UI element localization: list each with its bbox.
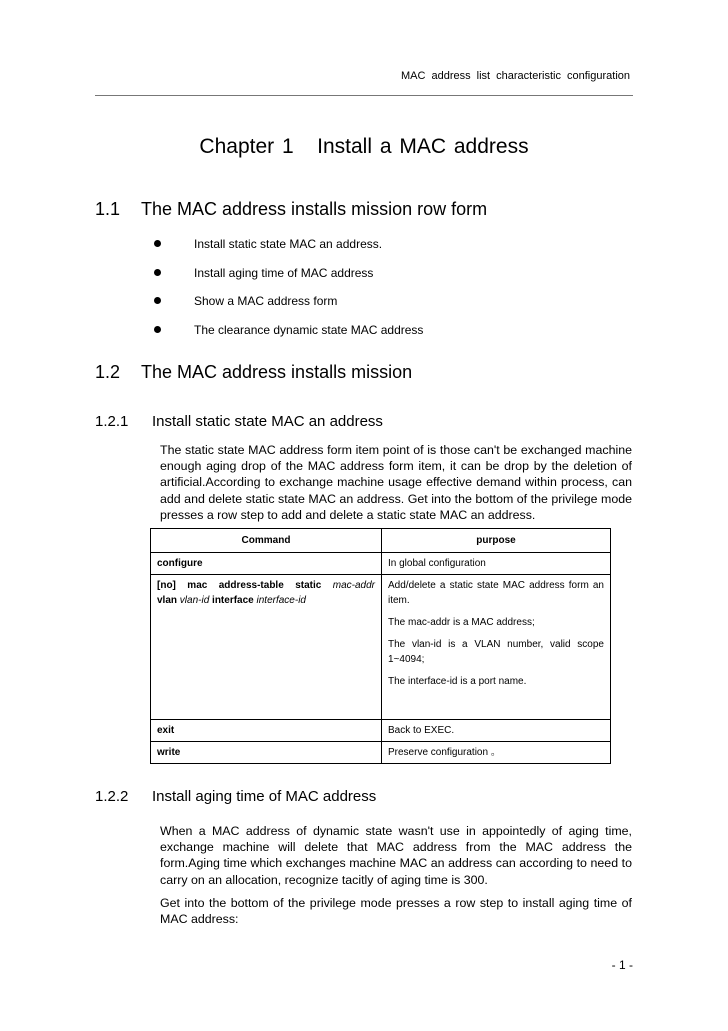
purpose-cell: In global configuration xyxy=(382,553,611,575)
table-row xyxy=(151,742,611,764)
subsection-heading-1-2-1 xyxy=(95,413,383,430)
command-cell: write xyxy=(151,742,382,764)
column-header-command: Command xyxy=(151,529,382,553)
section-title: The MAC address installs mission row form xyxy=(141,199,488,219)
bullet-icon xyxy=(154,297,161,304)
list-item: Show a MAC address form xyxy=(150,294,423,323)
list-item: Install static state MAC an address. xyxy=(150,237,423,266)
command-table xyxy=(150,528,611,764)
section-number: 1.2.2 xyxy=(95,788,129,805)
list-item: Install aging time of MAC address xyxy=(150,266,423,295)
bullet-icon xyxy=(154,269,161,276)
section-title: The MAC address installs mission xyxy=(141,362,413,382)
bullet-icon xyxy=(154,240,161,247)
section-title: Install aging time of MAC address xyxy=(152,788,377,805)
column-header-purpose: purpose xyxy=(382,529,611,553)
bullet-icon xyxy=(154,326,161,333)
paragraph-static-mac: The static state MAC address form item point of is those can't be exchanged machine enough aging drop of the MAC address form item, it can be drop by the deletion of artificial.According to exchange machine usage effective demand within process, can add and delete static state MAC an address. Get into the bottom of the privilege mode presses a row step to add and delete a static state MAC an address. xyxy=(160,443,632,522)
table-row xyxy=(151,720,611,742)
table-row xyxy=(151,553,611,575)
running-header: MAC address list characteristic configuration xyxy=(400,70,630,82)
section-number: 1.1 xyxy=(95,199,121,219)
chapter-title: Chapter 1 Install a MAC address xyxy=(199,135,529,158)
subsection-heading-1-2-2 xyxy=(95,788,376,805)
command-cell: exit xyxy=(151,720,382,742)
table-header-row xyxy=(151,529,611,553)
purpose-cell: Back to EXEC. xyxy=(382,720,611,742)
section-heading-1-1 xyxy=(95,199,487,220)
header-rule xyxy=(95,95,633,96)
page-number: - 1 - xyxy=(611,958,633,972)
section-heading-1-2 xyxy=(95,362,412,383)
section-number: 1.2 xyxy=(95,362,121,382)
purpose-cell: Add/delete a static state MAC address form an item. The mac-addr is a MAC address; The vlan-id is a VLAN number, valid scope 1~4094; The interface-id is a port name. xyxy=(382,575,611,720)
section-title: Install static state MAC an address xyxy=(152,413,383,430)
table-row xyxy=(151,575,611,720)
paragraph-aging-time: When a MAC address of dynamic state wasn't use in appointedly of aging time, exchange machine will delete that MAC address from the MAC address the form.Aging time which exchanges machine MAC an address can according to need to carry on an allocation, recognize tacitly of aging time is 300. xyxy=(160,824,632,887)
section-number: 1.2.1 xyxy=(95,413,129,430)
command-cell: configure xyxy=(151,553,382,575)
list-item: The clearance dynamic state MAC address xyxy=(150,323,423,352)
bullet-list xyxy=(150,237,423,351)
command-cell: [no] mac address-table static mac-addr vlan vlan-id interface interface-id xyxy=(151,575,382,720)
paragraph-aging-steps: Get into the bottom of the privilege mode presses a row step to install aging time of MAC address: xyxy=(160,896,632,927)
purpose-cell: Preserve configuration 。 xyxy=(382,742,611,764)
